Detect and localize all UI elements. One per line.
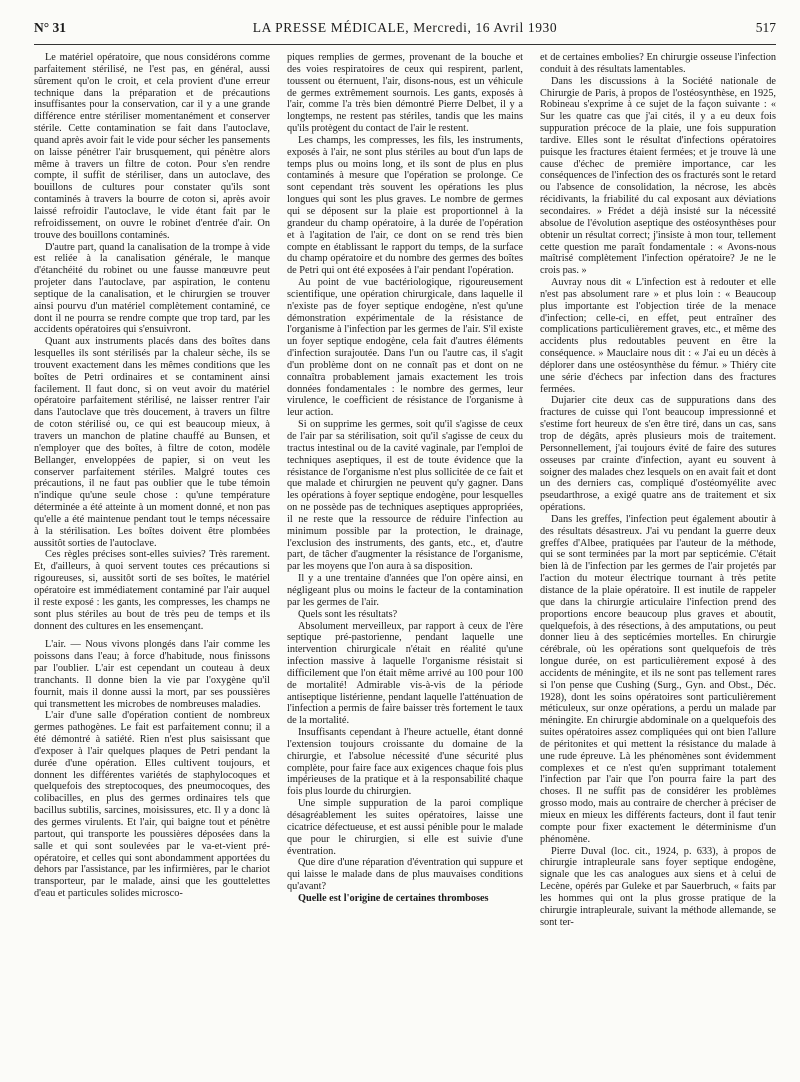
page-number: 517 <box>755 20 776 35</box>
paragraph: Quant aux instruments placés dans des boîtes dans lesquelles ils sont stérilisés par la chaleur sèche, ils se trouvent exactement dans les mêmes conditions que les boîtes de Petri ordinaires et se contaminent ainsi facilement. Il faut donc, si on veut avoir du matériel opératoire parfaitement stérilisé, ne laisser rentrer l'air dans l'autoclave que très doucement, à travers un filtre de coton stérilisé ou, ce qui est beaucoup mieux, à travers un manchon de platine chauffé au Bunsen, et n'employer que des boîtes, à filtre de coton, modèle Bellanger, enveloppées de papier, si on veut les conserver parfaitement stériles. Malgré toutes ces précautions, il ne faut pas oublier que le tube témoin n'indique qu'une seule chose : qu'une température déterminée a été atteinte à un moment donné, et non pas qu'elle a été maintenue pendant tout le temps nécessaire à la stérilisation. Les boîtes doivent être plombées aussitôt sorties de l'autoclave. <box>34 336 270 549</box>
text-column-1 <box>34 52 270 1074</box>
paragraph: Quelle est l'origine de certaines thromboses <box>298 892 489 904</box>
text-column-2 <box>287 52 523 1074</box>
paragraph: Absolument merveilleux, par rapport à ceux de l'ère septique pré-pastorienne, pendant laquelle une intervention chirurgicale n'était en réalité qu'une infection massive à laquelle l'organisme résistait si difficilement que l'on était même arrivé au 100 pour 100 de mortalité! Admirable vis-à-vis de la période antiseptique listérienne, pendant laquelle l'atténuation de l'infection a permis de faire baisser très fortement le taux de la mortalité. <box>287 620 523 727</box>
paragraph: et de certaines embolies? En chirurgie osseuse l'infection conduit à des résultats lamentables. <box>540 52 776 75</box>
paragraph: Dans les greffes, l'infection peut également aboutir à des résultats désastreux. J'ai vu pendant la guerre deux greffes d'Albee, pratiquées par l'auteur de la méthode, qui se sont terminées par la mort par septicémie. C'était bien là de l'infection par les germes de l'air projetés par l'action du moteur électrique tournant à très petite distance de la plaie opératoire. Il est inutile de rappeler que dans la chirurgie articulaire l'infection prend des proportions encore beaucoup plus graves et aboutit, quelquefois, à des résections, à des amputations, ou peut donner lieu à des septicémies mortelles. En chirurgie cérébrale, où les opérations sont quelquefois de très longue durée, on est particulièrement exposé à des accidents de méningite, et ils ne sont pas tellement rares si l'on pense que Cushing (Surg., Gyn. and Obst., Déc. 1928), dont les soins opératoires sont particulièrement méticuleux, sur onze opérations, a perdu un malade par méningite. En chirurgie abdominale on a quelquefois des suites opératoires assez compliquées qui ont bien l'allure de péritonites et qui mettent la résistance du malade à une rude épreuve. Là les phénomènes sont évidemment complexes et ce n'est qu'en supprimant totalement l'infection par l'air que l'on pourra faire la part des choses. Il ne suffit pas de considérer les problèmes grosso modo, mais au contraire de chercher à préciser de mieux en mieux les différents facteurs, dont il faut tenir compte pour fixer exactement le déterminisme d'un phénomène. <box>540 513 776 845</box>
paragraph: Si on supprime les germes, soit qu'il s'agisse de ceux de l'air par sa stérilisation, soit qu'il s'agisse de ceux du tractus intestinal ou de la cavité vaginale, par l'emploi de techniques aseptiques, il est de toute évidence que la résistance de l'organisme n'est plus sollicitée de ce fait et que malade et chirurgien ne peuvent qu'y gagner. Dans les opérations à foyer septique endogène, pour lesquelles on ne possède pas de techniques aseptiques appropriées, il ne reste que la ressource de réduire l'infection au minimum possible par la protection, le drainage, l'exclusion des instruments, des gants, etc., et, d'autre part, de tâcher d'augmenter la résistance de l'organisme, par les moyens que l'on aura à sa disposition. <box>287 419 523 573</box>
paragraph: D'autre part, quand la canalisation de la trompe à vide est reliée à la canalisation générale, le manque d'étanchéité du robinet ou une fausse manœuvre peut projeter dans l'autoclave, par aspiration, le contenu septique de la canalisation, et le chirurgien se trouver ainsi pourvu d'un matériel complètement contaminé, ce dont il ne pourra se rendre compte que trop tard, par les accidents opératoires qui s'ensuivront. <box>34 241 270 336</box>
text-column-3 <box>540 52 776 1074</box>
issue-number: N° 31 <box>34 20 67 35</box>
paragraph: Il y a une trentaine d'années que l'on opère ainsi, en négligeant plus ou moins le facteur de la contamination par les germes de l'air. <box>287 573 523 608</box>
paragraph: Quels sont les résultats? <box>298 608 398 620</box>
paragraph: L'air d'une salle d'opération contient de nombreux germes pathogènes. Le fait est parfaitement connu; il a été démontré à satiété. Rien n'est plus saisissant que d'exposer à l'air quelques plaques de Petri pendant la durée d'une opération. Elles cultivent toujours, et donnent les différentes variétés de staphylocoques et quelquefois des streptocoques, des pneumocoques, des colibacilles, en plus des germes ordinaires tels que bacillus subtilis, sarcines, moisissures, etc. Il y a donc là des germes virulents. Et l'air, qui baigne tout et pénètre partout, qui transporte les poussières déposées dans la salle et qui sont soulevées par le va-et-vient pré-opératoire, et celles qui sont abondamment apportées du dehors par l'assistance, par les infirmières, par le chariot transporteur, par le malade, ainsi que les gouttelettes d'eau et particules solides microsco- <box>34 710 270 900</box>
header-rule <box>34 44 776 45</box>
paragraph: Dujarier cite deux cas de suppurations dans des fractures de cuisse qui l'ont beaucoup impressionné et s'estime fort heureux de s'en être tiré, dans un cas, sans trop de dégâts, après plusieurs mois de traitement. Personnellement, j'ai toujours évité de faire des sutures osseuses par crainte d'infection, ayant eu souvent à soigner des malades chez lesquels on en avait fait et dont un des derniers cas, compliqué d'ostéomyélite avec pseudarthrose, a exigé quatre ans de traitement et six opérations. <box>540 395 776 514</box>
paragraph: Dans les discussions à la Société nationale de Chirurgie de Paris, à propos de l'ostéosynthèse, en 1925, Robineau s'exprime à ce sujet de la façon suivante : « Sur les quatre cas que j'ai cités, il y a eu deux fois suppuration précoce de la plaie, une fois suppuration tardive. Elles sont le résultat d'infections opératoires puisque les fractures étaient fermées; et je trouve là une cause d'échec de première importance, car les conséquences de l'infection des os fracturés sont le retard ou l'absence de consolidation, la nécrose, les abcès récidivants, la friabilité du cal exposant aux déviations secondaires. » Frédet a déjà insisté sur la nécessité absolue de l'évolution aseptique des ostéosynthèses pour obtenir un résultat correct; j'insiste à mon tour, tellement cette question me paraît fondamentale : « Avons-nous maîtrisé complètement l'infection opératoire? Je ne le crois pas. » <box>540 75 776 277</box>
paragraph: Une simple suppuration de la paroi complique désagréablement les suites opératoires, laisse une cicatrice défectueuse, et est aussi pénible pour le malade que pour le chirurgien, si elle est suivie d'une éventration. <box>287 798 523 857</box>
paragraph: Les champs, les compresses, les fils, les instruments, exposés à l'air, ne sont plus stériles au bout d'un laps de temps plus ou moins long, et ils sont de plus en plus contaminés à mesure que l'opération se prolonge. Ce sont cependant très souvent les opérations les plus longues qui sont les plus graves. Le nombre de germes qui se déposent sur la plaie est proportionnel à la grandeur du champ opératoire, à la durée de l'opération et à l'agitation de l'air, ce dont on se rend très bien compte en établissant le rapport du temps, de la surface du champ opératoire et du nombre des germes des boîtes de Petri qui ont été exposées à l'air pendant l'opération. <box>287 134 523 277</box>
paragraph: piques remplies de germes, provenant de la bouche et des voies respiratoires de ceux qui respirent, parlent, toussent ou éternuent, l'air, disons-nous, est un véhicule de germes extrêmement sournois. Les gants, exposés à l'air, comme l'a très bien démontré Pierre Delbet, il y a longtemps, ne restent pas stériles, tandis que les mains qu'ils protègent du contact de l'air le restent. <box>287 52 523 135</box>
page-header <box>34 18 776 38</box>
paragraph: Ces règles précises sont-elles suivies? Très rarement. Et, d'ailleurs, à quoi servent toutes ces précautions si rigoureuses, si, aussitôt sorti de ses boîtes, le matériel opératoire est immédiatement contaminé par l'air auquel il reste exposé : les gants, les compresses, les champs ne sont plus stériles au bout de très peu de temps et ils donnent des cultures en les ensemençant. <box>34 549 270 632</box>
paragraph: Le matériel opératoire, que nous considérons comme parfaitement stérilisé, ne l'est pas, en général, aussi sûrement qu'on le croit, et cela provient d'une erreur technique dans la préparation et de précautions insuffisantes pour la conservation, car il y a une grande différence entre stériliser momentanément et conserver stérile. Cette contamination se fait dans l'autoclave, quand après avoir fait le vide pour sécher les pansements on laisse pénétrer l'air brusquement, qui pénètre alors même à travers un filtre de coton. Pour s'en rendre compte, il suffit de stériliser, dans un autoclave, des bouillons de cultures pour constater qu'ils sont contaminés à travers la bourre de coton si, après avoir laissé refroidir l'autoclave, le vide étant fait par le refroidissement, on ouvre le robinet d'entrée d'air. On trouve des bouillons contaminés. <box>34 52 270 241</box>
paragraph: Insuffisants cependant à l'heure actuelle, étant donné l'extension toujours croissante du domaine de la chirurgie, et l'absolue nécessité d'une sécurité plus complète, pour faire face aux exigences chaque fois plus impérieuses de la pratique et à la responsabilité chaque fois plus lourde du chirurgien. <box>287 727 523 798</box>
paragraph: Au point de vue bactériologique, rigoureusement scientifique, une opération chirurgicale, dans laquelle il n'existe pas de foyer septique endogène, n'est qu'une démonstration expérimentale de la résistance de l'organisme à l'infection par les germes de l'air. S'il existe un foyer septique endogène, cela fait d'autres éléments d'infection surajoutée. Dans l'un ou l'autre cas, il s'agit d'un problème dont on ne connaît pas et dont on ne connaîtra probablement jamais exactement les trois données fondamentales : le nombre des germes, leur virulence, le coefficient de résistance de l'organisme à leur action. <box>287 277 523 419</box>
section-paragraph-air: L'air. — Nous vivons plongés dans l'air comme les poissons dans l'eau; à force d'habitude, nous finissons par l'oublier. L'air est cependant un couteau à deux tranchants. Il donne bien la vie par l'oxygène qu'il fournit, mais il donne aussi la mort, par ses poussières qui transmettent les microbes de nombreuses maladies. <box>34 639 270 710</box>
paragraph: Pierre Duval (loc. cit., 1924, p. 633), à propos de chirurgie intrapleurale sans foyer septique endogène, signale que les cas analogues aux siens et à celui de Lecène, opérés par Guleke et par Sauerbruch, « faits par les hommes qui ont la plus grosse pratique de la chirurgie intrapleurale, suivant la méthode allemande, se sont ter- <box>540 845 776 928</box>
paragraph: Auvray nous dit « L'infection est à redouter et elle n'est pas absolument rare » et plus loin : « Beaucoup plus importante est l'objection tirée de la menace d'infection; celle-ci, en effet, peut entraîner des complications particulièrement graves, etc., et même des accidents plus redoutables peuvent en être la conséquence. » Mauclaire nous dit : « J'ai eu un décès à déplorer dans une ostéosynthèse du fémur. » Thiéry cite une série d'échecs par infection dans des fractures fermées. <box>540 277 776 395</box>
paragraph: Que dire d'une réparation d'éventration qui suppure et qui laisse le malade dans de plus mauvaises conditions qu'avant? <box>287 857 523 893</box>
publication-title: LA PRESSE MÉDICALE, Mercredi, 16 Avril 1930 <box>252 20 558 35</box>
